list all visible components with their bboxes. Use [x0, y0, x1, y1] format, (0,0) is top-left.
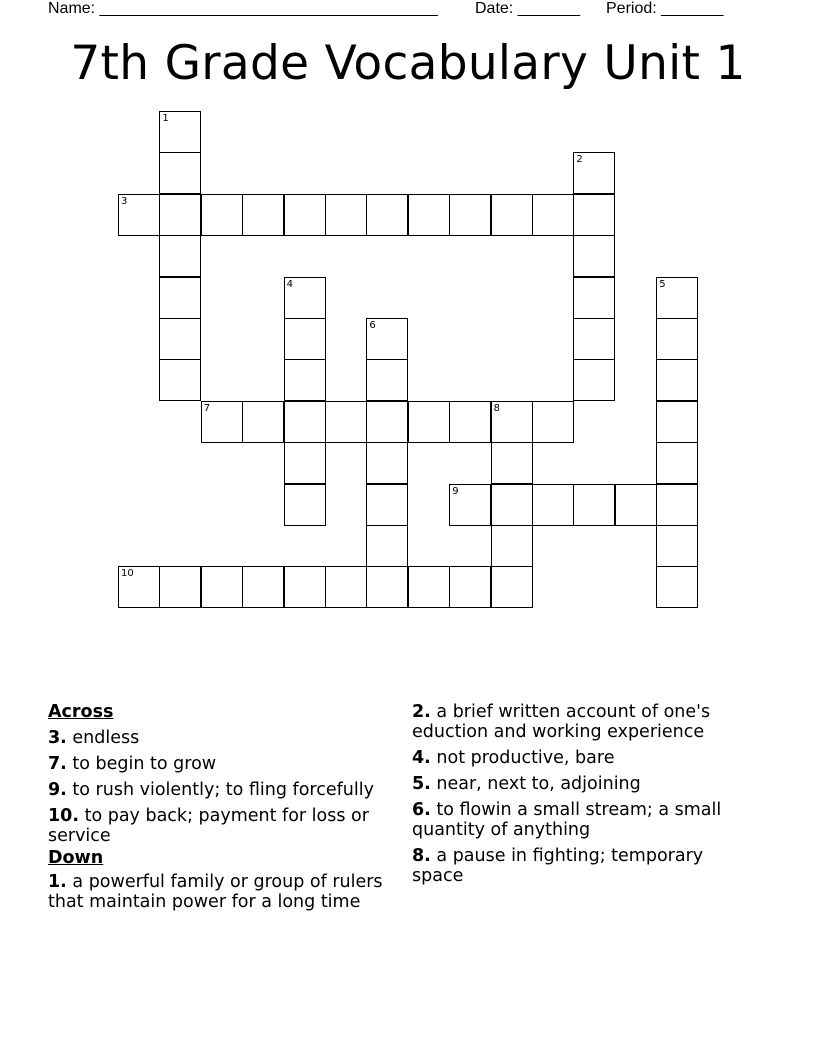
grid-cell[interactable]: [284, 401, 326, 443]
grid-cell[interactable]: [491, 442, 533, 484]
grid-cell[interactable]: [159, 111, 201, 153]
grid-cell[interactable]: [366, 484, 408, 526]
grid-cell[interactable]: [573, 484, 615, 526]
clue-number: 9.: [48, 780, 67, 800]
clue-text: to rush violently; to fling forcefully: [72, 780, 374, 800]
grid-cell[interactable]: [118, 566, 160, 608]
grid-cell[interactable]: [573, 152, 615, 194]
grid-cell[interactable]: [656, 484, 698, 526]
clue-number-label: 1: [162, 113, 169, 124]
grid-cell[interactable]: [491, 401, 533, 443]
grid-cell[interactable]: [325, 194, 367, 236]
grid-cell[interactable]: [284, 277, 326, 319]
grid-cell[interactable]: [284, 194, 326, 236]
clue-number-label: 8: [493, 402, 500, 414]
clue-number: 10.: [48, 806, 80, 826]
clue-number: 6.: [412, 800, 431, 820]
grid-cell[interactable]: [491, 525, 533, 567]
clue-number: 5.: [412, 774, 431, 794]
clue-number: 1.: [48, 872, 67, 892]
grid-cell[interactable]: [408, 401, 450, 443]
grid-cell[interactable]: [201, 401, 243, 443]
grid-cell[interactable]: [159, 194, 201, 236]
clue-number-label: 2: [576, 154, 583, 166]
clue-text: endless: [72, 728, 140, 748]
down-clue: [412, 800, 752, 840]
clue-text: near, next to, adjoining: [436, 774, 641, 794]
name-field[interactable]: Name: ______________________________________: [48, 0, 438, 17]
clue-number: 3.: [48, 728, 67, 748]
clue-number: 4.: [412, 748, 431, 768]
grid-cell[interactable]: [284, 484, 326, 526]
grid-cell[interactable]: [325, 566, 367, 608]
clue-text: to begin to grow: [72, 754, 217, 774]
grid-cell[interactable]: [449, 401, 491, 443]
grid-cell[interactable]: [656, 401, 698, 443]
across-clue: [48, 728, 408, 748]
clue-text: to pay back; payment for loss or service: [48, 806, 369, 846]
grid-cell[interactable]: [284, 566, 326, 608]
clue-number: 7.: [48, 754, 67, 774]
grid-cell[interactable]: [242, 566, 284, 608]
clue-text: a powerful family or group of rulers that maintain power for a long time: [48, 872, 383, 912]
grid-cell[interactable]: [242, 401, 284, 443]
clue-number-label: 3: [121, 195, 128, 207]
grid-cell[interactable]: [532, 194, 574, 236]
grid-cell[interactable]: [491, 484, 533, 526]
across-clue: [48, 780, 408, 800]
grid-cell[interactable]: [366, 401, 408, 443]
grid-cell[interactable]: [366, 318, 408, 360]
clue-number: 8.: [412, 846, 431, 866]
clue-number-label: 6: [369, 320, 376, 331]
clues-right-column: [412, 702, 752, 892]
grid-cell[interactable]: [366, 359, 408, 401]
across-clue: [48, 754, 408, 774]
clue-text: a pause in fighting; temporary space: [412, 846, 704, 886]
down-clue: [412, 774, 752, 794]
down-clue: [412, 702, 752, 742]
grid-cell[interactable]: [366, 442, 408, 484]
grid-cell[interactable]: [284, 359, 326, 401]
grid-cell[interactable]: [159, 152, 201, 194]
grid-cell[interactable]: [159, 566, 201, 608]
clue-text: a brief written account of one's eduction and working experience: [412, 702, 711, 742]
grid-cell[interactable]: [656, 566, 698, 608]
clue-number: 2.: [412, 702, 431, 722]
clue-number-label: 9: [452, 485, 459, 497]
clue-number-label: 4: [286, 278, 293, 290]
grid-cell[interactable]: [284, 442, 326, 484]
clue-text: to flowin a small stream; a small quantity of anything: [412, 800, 722, 840]
across-heading: Across: [48, 702, 114, 722]
grid-cell[interactable]: [573, 277, 615, 319]
clue-text: not productive, bare: [436, 748, 615, 768]
grid-cell[interactable]: [656, 442, 698, 484]
grid-cell[interactable]: [573, 359, 615, 401]
grid-cell[interactable]: [159, 359, 201, 401]
clue-number-label: 5: [659, 278, 666, 290]
date-field[interactable]: Date: _______: [475, 0, 580, 17]
grid-cell[interactable]: [325, 401, 367, 443]
period-field[interactable]: Period: _______: [606, 0, 724, 17]
grid-cell[interactable]: [573, 194, 615, 236]
grid-cell[interactable]: [408, 566, 450, 608]
grid-cell[interactable]: [284, 318, 326, 360]
page-title: 7th Grade Vocabulary Unit 1: [70, 36, 746, 91]
grid-cell[interactable]: [366, 566, 408, 608]
grid-cell[interactable]: [118, 194, 160, 236]
grid-cell[interactable]: [532, 401, 574, 443]
grid-cell[interactable]: [159, 318, 201, 360]
grid-cell[interactable]: [656, 359, 698, 401]
grid-cell[interactable]: [449, 566, 491, 608]
grid-cell[interactable]: [532, 484, 574, 526]
grid-cell[interactable]: [159, 235, 201, 277]
grid-cell[interactable]: [449, 484, 491, 526]
down-heading: Down: [48, 848, 104, 868]
clue-number-label: 10: [121, 568, 134, 580]
grid-cell[interactable]: [159, 277, 201, 319]
clues-left-column: [48, 702, 408, 918]
grid-cell[interactable]: [656, 318, 698, 360]
grid-cell[interactable]: [366, 194, 408, 236]
grid-cell[interactable]: [615, 484, 657, 526]
grid-cell[interactable]: [449, 194, 491, 236]
grid-cell[interactable]: [656, 277, 698, 319]
grid-cell[interactable]: [242, 194, 284, 236]
grid-cell[interactable]: [573, 235, 615, 277]
grid-cell[interactable]: [366, 525, 408, 567]
grid-cell[interactable]: [408, 194, 450, 236]
grid-cell[interactable]: [573, 318, 615, 360]
grid-cell[interactable]: [201, 566, 243, 608]
down-clue: [412, 748, 752, 768]
across-clue: [48, 806, 408, 846]
grid-cell[interactable]: [491, 194, 533, 236]
grid-cell[interactable]: [656, 525, 698, 567]
down-clue: [412, 846, 752, 886]
grid-cell[interactable]: [491, 566, 533, 608]
grid-cell[interactable]: [201, 194, 243, 236]
clue-number-label: 7: [203, 402, 211, 414]
down-clue: [48, 872, 408, 912]
